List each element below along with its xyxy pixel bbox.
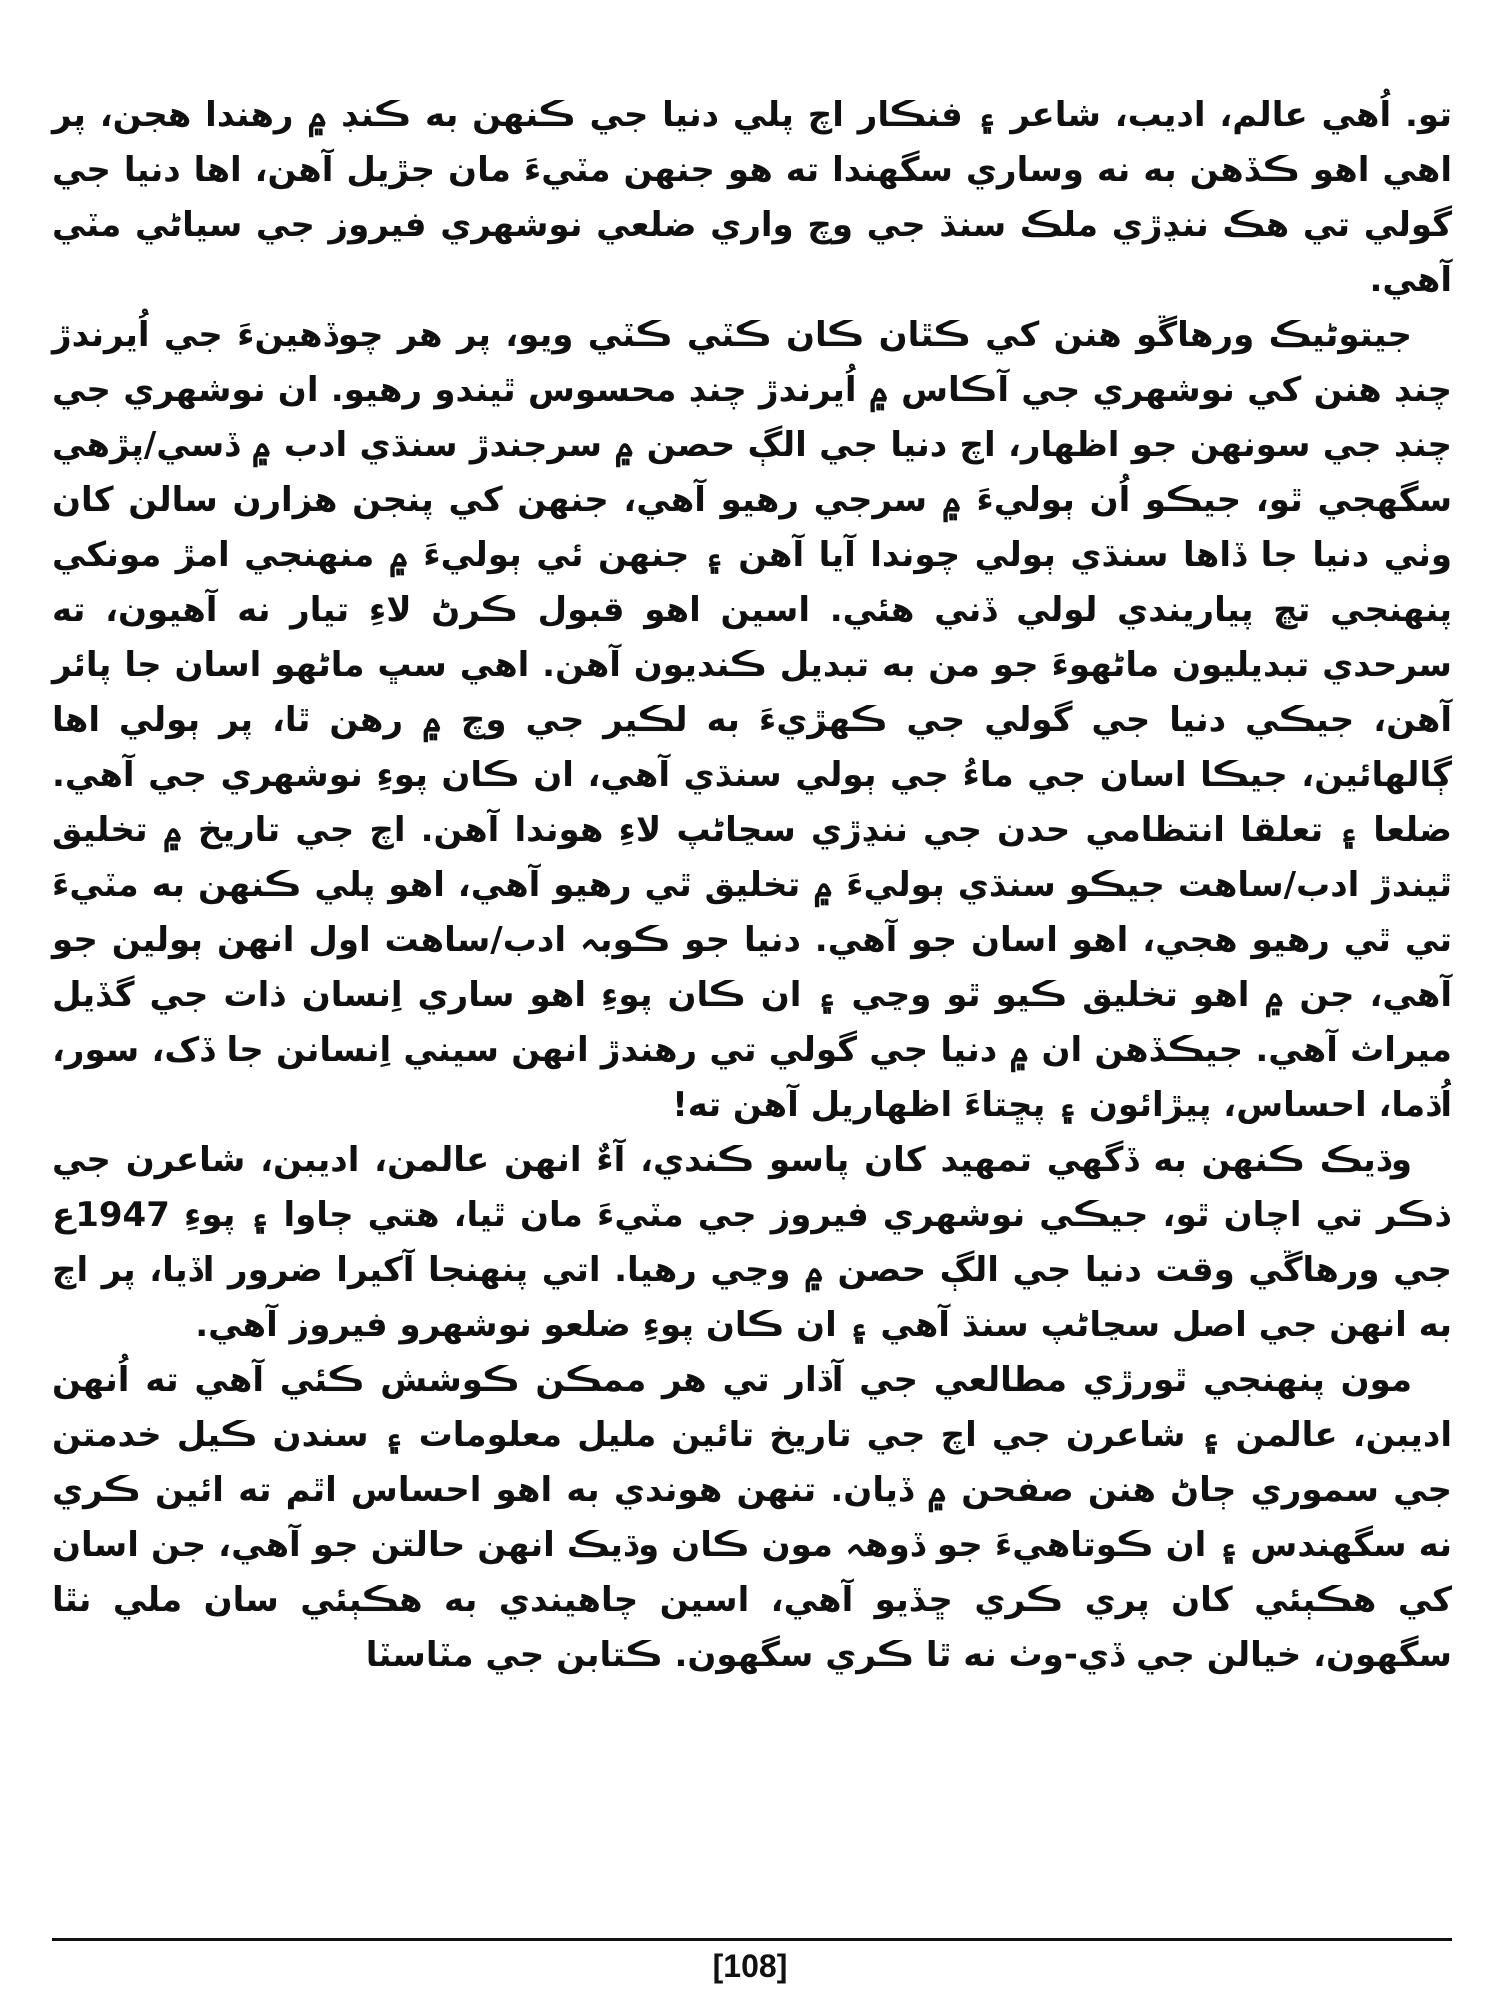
body-text [52,88,1452,1683]
paragraph-2: جيتوڻيڪ ورهاڱو هنن کي ڪٿان ڪان ڪٽي ڪٽي ويو، پر هر چوڏهينءَ جي اُيرندڙ چنڊ هنن کي نوشهري جي آڪاس ۾ اُيرندڙ چنڊ محسوس ٿيندو رهيو. ان نوشهري جي چنڊ جي سونهن جو اظهار، اچ دنيا جي الڳ حصن ۾ سرجندڙ سنڌي ادب ۾ ڏسي/پڙهي سگهجي ٿو، جيڪو اُن ٻوليءَ ۾ سرجي رهيو آهي، جنهن کي پنجن هزارن سالن کان وٺي دنيا جا ڏاها سنڌي ٻولي چوندا آيا آهن ۽ جنهن ئي ٻوليءَ ۾ منهنجي امڙ مونکي پنهنجي تڇ پياريندي لولي ڏني هئي. اسين اهو قبول ڪرڻ لاءِ تيار نه آهيون، ته سرحدي تبديليون ماڻهوءَ جو من به تبديل ڪنديون آهن. اهي سڀ ماڻهو اسان جا پائر آهن، جيڪي دنيا جي گولي جي ڪهڙيءَ به لڪير جي وچ ۾ رهن ٿا، پر ٻولي اها ڳالهائين، جيڪا اسان جي ماءُ جي ٻولي سنڌي آهي، ان ڪان پوءِ نوشهري جي آهي. ضلعا ۽ تعلقا انتظامي حدن جي ننڍڙي سڃاڻپ لاءِ هوندا آهن. اچ جي تاريخ ۾ تخليق ٿيندڙ ادب/ساهت جيڪو سنڌي ٻوليءَ ۾ تخليق ٿي رهيو آهي، اهو پلي ڪنهن به مٽيءَ تي ٿي رهيو هجي، اهو اسان جو آهي. دنيا جو ڪوبہ ادب/ساهت اول انهن ٻولين جو آهي، جن ۾ اهو تخليق ڪيو ٿو وڃي ۽ ان ڪان پوءِ اهو ساري اِنسان ذات جي گڏيل ميراث آهي. جيڪڏهن ان ۾ دنيا جي گولي تي رهندڙ انهن سيني اِنسانن جا ڏک، سور، اُڌما، احساس، پيڙائون ۽ پڇتاءَ اظهاريل آهن ته! [52,315,1452,1125]
footer-divider [52,1938,1452,1941]
page-number: [108] [712,1948,788,1984]
paragraph-4: مون پنهنجي ٿورڙي مطالعي جي آڌار تي هر ممڪن ڪوشش ڪئي آهي ته اُنهن اديبن، عالمن ۽ شاعرن جي اچ جي تاريخ تائين مليل معلومات ۽ سندن ڪيل خدمتن جي سموري ڄاڻ هنن صفحن ۾ ڏيان. تنهن هوندي به اهو احساس اٿم ته ائين ڪري نه سگهندس ۽ ان ڪوتاهيءَ جو ڏوهہ مون ڪان وڌيڪ انهن حالتن جو آهي، جن اسان کي هڪٻئي کان پري ڪري ڇڏيو آهي، اسين چاهيندي به هڪٻئي سان ملي نٿا سگهون، خيالن جي ڏي-وٺ نه ٿا ڪري سگهون. ڪتابن جي مٽاسٽا [52,1360,1452,1675]
paragraph-1: تو. اُهي عالم، اديب، شاعر ۽ فنڪار اچ پلي دنيا جي ڪنهن به ڪنڊ ۾ رهندا هجن، پر اهي اهو ڪڏهن به نه وساري سگهندا ته هو جنهن مٽيءَ مان جڙيل آهن، اها دنيا جي گولي تي هڪ ننڍڙي ملڪ سنڌ جي وچ واري ضلعي نوشهري فيروز جي سياڻي مٽي آهي. [52,95,1452,300]
paragraph-3: وڌيڪ ڪنهن به ڏگهي تمهيد کان پاسو ڪندي، آءٌ انهن عالمن، اديبن، شاعرن جي ذڪر تي اچان ٿو، جيڪي نوشهري فيروز جي مٽيءَ مان ٿيا، هتي ڄاوا ۽ پوءِ 1947ع جي ورهاڱي وقت دنيا جي الڳ حصن ۾ وڃي رهيا. اتي پنهنجا آکيرا ضرور اڏيا، پر اچ به انهن جي اصل سڃاڻپ سنڌ آهي ۽ ان ڪان پوءِ ضلعو نوشهرو فيروز آهي. [52,1140,1452,1345]
